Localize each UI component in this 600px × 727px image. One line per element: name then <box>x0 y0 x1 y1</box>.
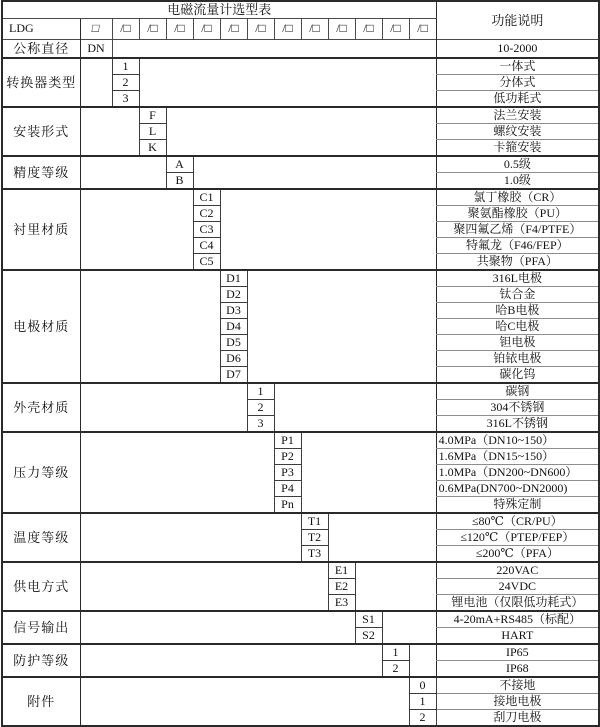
option-code-cell: S2 <box>355 628 382 645</box>
model-slot-cell: /□ <box>247 18 274 39</box>
model-slot-cell: /□ <box>193 18 220 39</box>
option-code-cell: 2 <box>112 75 139 91</box>
option-desc-cell: 316L电极 <box>436 270 599 287</box>
spacer-cell <box>80 58 112 107</box>
section-label-protection: 防护等级 <box>2 644 80 677</box>
model-slot-cell: /□ <box>139 18 166 39</box>
spacer-cell <box>247 270 436 383</box>
diameter-label: 公称直径 <box>2 39 80 58</box>
spacer-cell <box>301 432 436 513</box>
spacer-cell <box>80 189 193 270</box>
option-desc-cell: 特殊定制 <box>436 497 599 514</box>
model-slot-cell: /□ <box>301 18 328 39</box>
option-code-cell: 3 <box>112 91 139 108</box>
section-label-pressure: 压力等级 <box>2 432 80 513</box>
option-desc-cell: 一体式 <box>436 58 599 75</box>
section-label-install: 安装形式 <box>2 107 80 156</box>
option-code-cell: T3 <box>301 546 328 563</box>
section-label-temperature: 温度等级 <box>2 513 80 562</box>
option-desc-cell: 碳化钨 <box>436 367 599 384</box>
spacer-cell <box>112 39 436 58</box>
option-code-cell: L <box>139 124 166 140</box>
option-code-cell: B <box>166 173 193 190</box>
option-desc-cell: 特氟龙（F46/FEP） <box>436 238 599 254</box>
spacer-cell <box>355 562 436 611</box>
option-code-cell: D1 <box>220 270 247 287</box>
option-desc-cell: 钽电极 <box>436 335 599 351</box>
spacer-cell <box>80 270 220 383</box>
option-desc-cell: 不接地 <box>436 677 599 694</box>
option-desc-cell: 铂铱电极 <box>436 351 599 367</box>
model-slot-cell: /□ <box>355 18 382 39</box>
model-slot-cell: /□ <box>409 18 436 39</box>
spacer-cell <box>139 58 436 107</box>
option-desc-cell: ≤120℃（PTEP/FEP） <box>436 530 599 546</box>
option-desc-cell: 4-20mA+RS485（标配） <box>436 611 599 628</box>
option-code-cell: P4 <box>274 481 301 497</box>
spacer-cell <box>80 383 247 432</box>
option-code-cell: D3 <box>220 303 247 319</box>
option-desc-cell: ≤80℃（CR/PU） <box>436 513 599 530</box>
model-slot-cell: /□ <box>382 18 409 39</box>
section-label-electrode: 电极材质 <box>2 270 80 383</box>
spacer-cell <box>220 189 436 270</box>
spacer-cell <box>80 562 328 611</box>
section-label-lining: 衬里材质 <box>2 189 80 270</box>
model-slot-cell: /□ <box>328 18 355 39</box>
diameter-code: DN <box>80 39 112 58</box>
spacer-cell <box>409 644 436 677</box>
option-code-cell: 1 <box>112 58 139 75</box>
option-desc-cell: 碳钢 <box>436 383 599 400</box>
option-code-cell: P1 <box>274 432 301 449</box>
option-desc-cell: 304不锈钢 <box>436 400 599 416</box>
function-column-header: 功能说明 <box>436 1 599 39</box>
spacer-cell <box>328 513 436 562</box>
model-slot-cell: /□ <box>166 18 193 39</box>
option-code-cell: E2 <box>328 579 355 595</box>
diameter-range: 10-2000 <box>436 39 599 58</box>
option-code-cell: D2 <box>220 287 247 303</box>
option-desc-cell: 316L不锈钢 <box>436 416 599 433</box>
option-code-cell: 2 <box>247 400 274 416</box>
spacer-cell <box>382 611 436 644</box>
option-desc-cell: 1.0MPa（DN200~DN600） <box>436 465 599 481</box>
option-desc-cell: 哈B电极 <box>436 303 599 319</box>
spacer-cell <box>166 107 436 156</box>
option-desc-cell: ≤200℃（PFA） <box>436 546 599 563</box>
option-code-cell: 1 <box>409 694 436 710</box>
section-label-housing: 外壳材质 <box>2 383 80 432</box>
option-desc-cell: 刮刀电极 <box>436 710 599 727</box>
option-desc-cell: 法兰安装 <box>436 107 599 124</box>
spacer-cell <box>193 156 436 189</box>
option-desc-cell: 0.5级 <box>436 156 599 173</box>
option-desc-cell: 共聚物（PFA） <box>436 254 599 271</box>
option-desc-cell: 聚四氟乙烯（F4/PTFE） <box>436 222 599 238</box>
option-code-cell: A <box>166 156 193 173</box>
option-desc-cell: 卡箍安装 <box>436 140 599 157</box>
option-desc-cell: 哈C电极 <box>436 319 599 335</box>
option-code-cell: C5 <box>193 254 220 271</box>
option-code-cell: 1 <box>382 644 409 661</box>
option-desc-cell: 220VAC <box>436 562 599 579</box>
option-desc-cell: 接地电极 <box>436 694 599 710</box>
model-prefix: LDG <box>2 18 80 39</box>
option-desc-cell: HART <box>436 628 599 645</box>
model-slot-cell: /□ <box>220 18 247 39</box>
option-desc-cell: 螺纹安装 <box>436 124 599 140</box>
option-code-cell: C1 <box>193 189 220 206</box>
option-code-cell: D4 <box>220 319 247 335</box>
section-label-accessory: 附件 <box>2 677 80 726</box>
option-code-cell: Pn <box>274 497 301 514</box>
option-desc-cell: 4.0MPa（DN10~150） <box>436 432 599 449</box>
option-code-cell: 2 <box>382 661 409 678</box>
option-code-cell: T2 <box>301 530 328 546</box>
option-desc-cell: 聚氨酯橡胶（PU） <box>436 206 599 222</box>
option-desc-cell: 1.0级 <box>436 173 599 190</box>
option-code-cell: C4 <box>193 238 220 254</box>
option-desc-cell: 24VDC <box>436 579 599 595</box>
option-desc-cell: 0.6MPa(DN700~DN2000) <box>436 481 599 497</box>
spacer-cell <box>80 644 382 677</box>
option-code-cell: 3 <box>247 416 274 433</box>
spacer-cell <box>80 677 409 726</box>
model-slot-cell: /□ <box>274 18 301 39</box>
option-code-cell: E1 <box>328 562 355 579</box>
option-code-cell: C3 <box>193 222 220 238</box>
model-box-cell: □ <box>80 18 112 39</box>
section-label-converter: 转换器类型 <box>2 58 80 107</box>
option-code-cell: F <box>139 107 166 124</box>
selection-table <box>1 0 600 727</box>
option-code-cell: E3 <box>328 595 355 612</box>
option-code-cell: 0 <box>409 677 436 694</box>
spacer-cell <box>80 513 301 562</box>
option-desc-cell: 低功耗式 <box>436 91 599 108</box>
spacer-cell <box>80 156 166 189</box>
option-desc-cell: 分体式 <box>436 75 599 91</box>
option-desc-cell: 1.6MPa（DN15~150） <box>436 449 599 465</box>
option-code-cell: 2 <box>409 710 436 727</box>
option-desc-cell: 氯丁橡胶（CR） <box>436 189 599 206</box>
section-label-signal: 信号输出 <box>2 611 80 644</box>
option-desc-cell: 锂电池（仅限低功耗式） <box>436 595 599 612</box>
spacer-cell <box>80 107 139 156</box>
option-desc-cell: 钛合金 <box>436 287 599 303</box>
option-code-cell: P3 <box>274 465 301 481</box>
section-label-accuracy: 精度等级 <box>2 156 80 189</box>
option-code-cell: K <box>139 140 166 157</box>
section-label-power: 供电方式 <box>2 562 80 611</box>
option-code-cell: P2 <box>274 449 301 465</box>
spacer-cell <box>80 611 355 644</box>
option-code-cell: D6 <box>220 351 247 367</box>
spacer-cell <box>80 432 274 513</box>
table-title: 电磁流量计选型表 <box>2 1 436 18</box>
option-code-cell: D5 <box>220 335 247 351</box>
option-code-cell: 1 <box>247 383 274 400</box>
spacer-cell <box>274 383 436 432</box>
option-code-cell: S1 <box>355 611 382 628</box>
option-code-cell: D7 <box>220 367 247 384</box>
model-slot-cell: /□ <box>112 18 139 39</box>
option-code-cell: T1 <box>301 513 328 530</box>
option-desc-cell: IP65 <box>436 644 599 661</box>
option-desc-cell: IP68 <box>436 661 599 678</box>
option-code-cell: C2 <box>193 206 220 222</box>
